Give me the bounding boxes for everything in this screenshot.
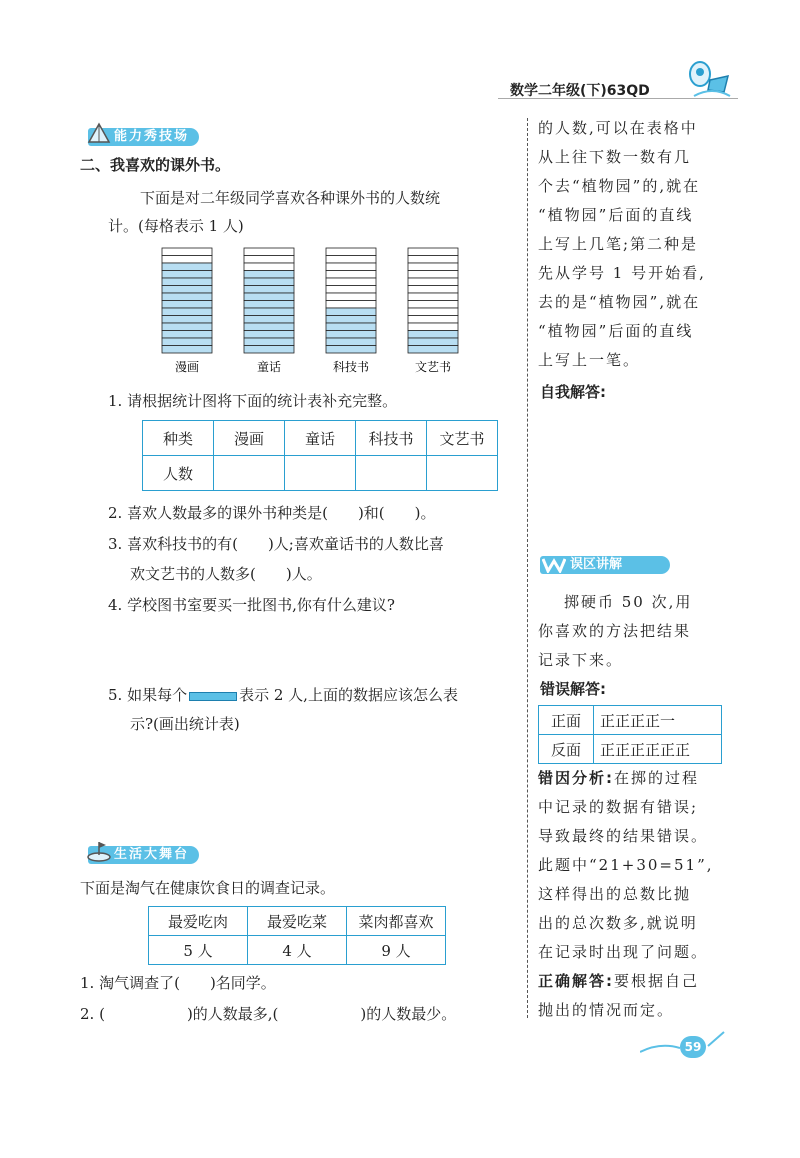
table-row	[149, 936, 446, 965]
bar-cell-filled	[244, 308, 294, 316]
explanation-line: 去的是“植物园”,就在	[538, 293, 701, 311]
q2-text-c: )。	[414, 504, 436, 522]
intro-line-2: 计。(每格表示 1 人)	[108, 217, 244, 235]
survey-header-cell: 最爱吃菜	[248, 907, 347, 936]
bar-cell-empty	[408, 263, 458, 271]
table-row-label: 人数	[143, 456, 214, 491]
bar-cell-filled	[244, 316, 294, 324]
bar-cell-filled	[244, 346, 294, 354]
explanation-line: 先从学号 1 号开始看,	[538, 264, 706, 282]
survey-header-cell: 最爱吃肉	[149, 907, 248, 936]
bar-cell-filled	[244, 331, 294, 339]
analysis-text: 在掷的过程	[614, 769, 700, 787]
table-row	[539, 706, 722, 735]
bar-cell-filled	[326, 346, 376, 354]
self-answer-label: 自我解答:	[540, 383, 606, 401]
bar-cell-filled	[162, 338, 212, 346]
bar-category-label: 童话	[256, 360, 282, 374]
correct-title: 正确解答:	[538, 972, 614, 990]
survey-question-1	[80, 972, 276, 993]
table-row	[143, 456, 498, 491]
bar-column	[408, 248, 458, 353]
bar-cell-filled	[162, 323, 212, 331]
table-header-cell: 文艺书	[427, 421, 498, 456]
survey-value-cell: 9 人	[347, 936, 446, 965]
bar-cell-empty	[244, 256, 294, 264]
table-row	[143, 421, 498, 456]
correct-line-2: 抛出的情况而定。	[538, 1001, 675, 1019]
table-header-cell: 漫画	[214, 421, 285, 456]
bar-cell-empty	[408, 271, 458, 279]
bar-cell-filled	[244, 323, 294, 331]
section-banner-life	[88, 846, 199, 864]
tally-marks: 正正正正一	[594, 706, 722, 735]
answer-cell-literature[interactable]	[427, 456, 498, 491]
section-heading: 二、我喜欢的课外书。	[80, 156, 231, 174]
bar-cell-empty	[326, 271, 376, 279]
q3-text-c: 欢文艺书的人数多(	[130, 565, 256, 583]
bar-cell-empty	[326, 256, 376, 264]
page-number: 59	[680, 1036, 706, 1058]
q5-text-b: 表示 2 人,上面的数据应该怎么表	[239, 686, 458, 704]
explanation-line: “植物园”后面的直线	[538, 322, 694, 340]
bar-cell-empty	[326, 263, 376, 271]
header-rule	[498, 98, 738, 99]
bar-cell-filled	[162, 271, 212, 279]
survey-header-cell: 菜肉都喜欢	[347, 907, 446, 936]
bar-cell-empty	[244, 263, 294, 271]
bar-cell-filled	[326, 331, 376, 339]
unit-bar-icon	[189, 692, 237, 701]
bar-category-label: 科技书	[332, 360, 370, 374]
bar-cell-empty	[326, 248, 376, 256]
explanation-line: 从上往下数一数有几	[538, 148, 692, 166]
section-banner-ability	[88, 128, 199, 146]
problem-line-1: 掷硬币 50 次,用	[564, 593, 693, 611]
table-row	[149, 907, 446, 936]
bar-cell-filled	[244, 293, 294, 301]
analysis-rest	[538, 793, 718, 967]
answer-cell-science[interactable]	[356, 456, 427, 491]
bar-category-label: 漫画	[174, 360, 200, 374]
question-3-line-1	[108, 533, 444, 554]
bar-cell-empty	[162, 256, 212, 264]
analysis-line: 此题中“21+30=51”,	[538, 856, 714, 874]
column-divider	[527, 118, 528, 1018]
q2-text-b: )和(	[357, 504, 385, 522]
explanation-line: “植物园”后面的直线	[538, 206, 694, 224]
bar-cell-empty	[408, 323, 458, 331]
bar-cell-filled	[408, 331, 458, 339]
bar-column	[244, 248, 294, 353]
bar-cell-empty	[408, 308, 458, 316]
bar-cell-filled	[244, 278, 294, 286]
bar-category-label: 文艺书	[414, 360, 452, 374]
analysis-line: 在记录时出现了问题。	[538, 943, 709, 961]
analysis-line: 出的总次数多,就说明	[538, 914, 698, 932]
bar-cell-empty	[326, 278, 376, 286]
bar-cell-filled	[162, 308, 212, 316]
answer-cell-comic[interactable]	[214, 456, 285, 491]
explanation-line: 的人数,可以在表格中	[538, 119, 698, 137]
analysis-line-1	[538, 764, 718, 793]
bar-cell-filled	[162, 263, 212, 271]
question-5-line-2: 示?(画出统计表)	[130, 715, 240, 733]
q2-text-a: 2. 喜欢人数最多的课外书种类是(	[108, 504, 328, 522]
q3-text-b: )人;喜欢童话书的人数比喜	[267, 535, 444, 553]
intro-line-1: 下面是对二年级同学喜欢各种课外书的人数统	[140, 189, 441, 207]
right-explanation	[538, 114, 718, 375]
tent-icon	[86, 120, 112, 146]
table-header-cell: 科技书	[356, 421, 427, 456]
q3-text-a: 3. 喜欢科技书的有(	[108, 535, 238, 553]
question-2	[108, 502, 436, 523]
analysis-title: 错因分析:	[538, 769, 614, 787]
survey-value-cell: 4 人	[248, 936, 347, 965]
bar-cell-filled	[162, 278, 212, 286]
bar-cell-filled	[244, 338, 294, 346]
bar-column	[162, 248, 212, 353]
bar-cell-empty	[408, 248, 458, 256]
survey-question-2	[80, 1003, 456, 1024]
analysis-line: 中记录的数据有错误;	[538, 798, 699, 816]
analysis-line: 导致最终的结果错误。	[538, 827, 709, 845]
bar-cell-filled	[408, 338, 458, 346]
sq1-text-b: )名同学。	[209, 974, 276, 992]
table-header-cell: 种类	[143, 421, 214, 456]
stage-icon	[86, 838, 112, 864]
bar-cell-empty	[326, 301, 376, 309]
bar-cell-empty	[244, 248, 294, 256]
question-3-line-2	[130, 563, 322, 584]
bar-chart	[140, 240, 480, 385]
analysis-line: 这样得出的总数比抛	[538, 885, 692, 903]
bar-cell-empty	[326, 293, 376, 301]
bar-cell-filled	[162, 346, 212, 354]
bar-cell-filled	[162, 301, 212, 309]
explanation-line: 上写上几笔;第二种是	[538, 235, 699, 253]
section-banner-label: 生活大舞台	[114, 847, 190, 862]
bar-cell-filled	[162, 331, 212, 339]
error-banner	[540, 556, 670, 574]
bar-cell-filled	[244, 271, 294, 279]
bar-cell-filled	[326, 323, 376, 331]
sq2-text-b: )的人数最多,(	[186, 1005, 279, 1023]
mascot-icon	[684, 56, 734, 100]
sq2-text-a: 2. (	[80, 1005, 105, 1023]
table-row	[539, 735, 722, 764]
page-swoosh-icon	[640, 1040, 680, 1054]
q5-text-a: 5. 如果每个	[108, 686, 188, 704]
correct-line-1	[538, 967, 718, 996]
q3-text-d: )人。	[285, 565, 322, 583]
sq1-text-a: 1. 淘气调查了(	[80, 974, 180, 992]
bar-cell-filled	[326, 338, 376, 346]
page-header-title: 数学二年级(下)63QD	[510, 83, 650, 99]
problem-line-2: 你喜欢的方法把结果	[538, 622, 692, 640]
wrong-answer-label: 错误解答:	[540, 680, 606, 698]
bar-cell-filled	[326, 308, 376, 316]
table-header-cell: 童话	[285, 421, 356, 456]
stats-table	[142, 420, 498, 491]
bar-cell-empty	[408, 256, 458, 264]
error-banner-label: 误区讲解	[570, 557, 623, 572]
sq2-text-c: )的人数最少。	[360, 1005, 457, 1023]
pencil-icon	[706, 1030, 728, 1048]
section-banner-label: 能力秀技场	[114, 129, 190, 144]
bar-cell-filled	[326, 316, 376, 324]
survey-value-cell: 5 人	[149, 936, 248, 965]
bar-cell-filled	[408, 346, 458, 354]
question-5-line-1	[108, 684, 458, 705]
bar-cell-empty	[408, 278, 458, 286]
tally-table	[538, 705, 722, 764]
correct-text: 要根据自己	[614, 972, 700, 990]
bar-cell-filled	[244, 286, 294, 294]
bar-cell-empty	[408, 286, 458, 294]
bar-column	[326, 248, 376, 353]
bar-cell-filled	[162, 293, 212, 301]
bar-cell-filled	[162, 316, 212, 324]
bar-cell-empty	[408, 316, 458, 324]
bar-cell-filled	[162, 286, 212, 294]
question-4: 4. 学校图书室要买一批图书,你有什么建议?	[108, 596, 395, 614]
question-1: 1. 请根据统计图将下面的统计表补充完整。	[108, 392, 398, 410]
bar-cell-empty	[408, 293, 458, 301]
tally-marks: 正正正正正正	[594, 735, 722, 764]
tally-label: 反面	[539, 735, 594, 764]
explanation-line: 上写上一笔。	[538, 351, 641, 369]
bar-cell-empty	[326, 286, 376, 294]
tally-label: 正面	[539, 706, 594, 735]
bar-cell-empty	[408, 301, 458, 309]
answer-cell-fairy[interactable]	[285, 456, 356, 491]
survey-intro: 下面是淘气在健康饮食日的调查记录。	[80, 879, 336, 897]
bar-cell-filled	[244, 301, 294, 309]
survey-table	[148, 906, 446, 965]
w-logo-icon	[542, 557, 566, 573]
problem-line-3: 记录下来。	[538, 651, 624, 669]
explanation-line: 个去“植物园”的,就在	[538, 177, 701, 195]
bar-cell-empty	[162, 248, 212, 256]
